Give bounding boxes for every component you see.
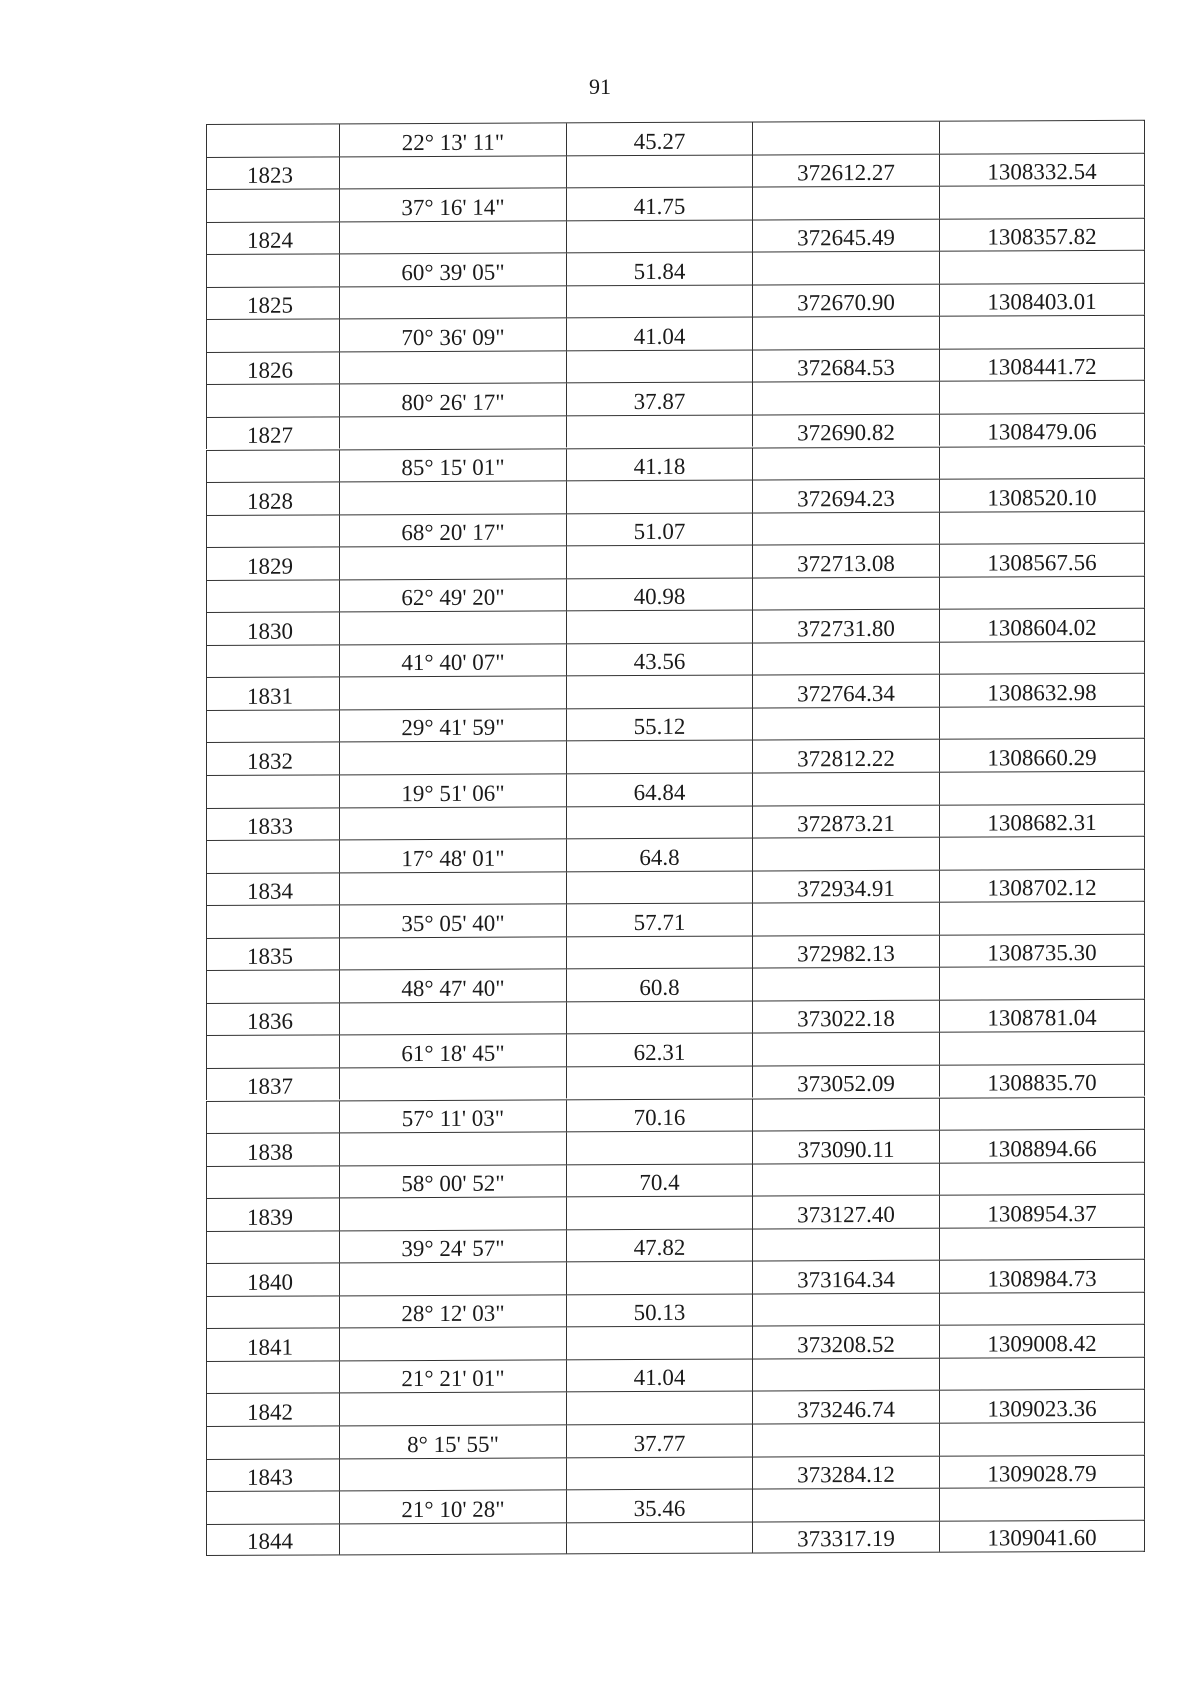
bearing-cell: 22° 13' 11" (339, 123, 566, 156)
leg-row (206, 641, 1145, 678)
easting-cell: 372645.49 (752, 219, 939, 251)
station-cell: 1833 (206, 808, 339, 840)
bearing-cell: 8° 15' 55" (339, 1425, 566, 1458)
distance-cell (566, 546, 752, 578)
northing-cell: 1308954.37 (939, 1195, 1145, 1227)
northing-cell: 1308835.70 (939, 1065, 1145, 1097)
distance-cell (566, 350, 752, 382)
easting-cell: 372812.22 (752, 740, 939, 772)
station-row (206, 152, 1145, 189)
bearing-cell: 57° 11' 03" (339, 1100, 566, 1133)
northing-cell: 1309028.79 (939, 1455, 1145, 1487)
station-cell: 1831 (206, 678, 339, 710)
northing-cell: 1308682.31 (939, 804, 1145, 836)
northing-cell: 1309023.36 (939, 1390, 1145, 1422)
northing-cell: 1308441.72 (939, 349, 1145, 381)
station-cell: 1830 (206, 613, 339, 645)
bearing-cell: 85° 15' 01" (339, 449, 566, 482)
easting-cell: 373127.40 (752, 1196, 939, 1228)
station-cell: 1828 (206, 482, 339, 514)
bearing-cell (339, 612, 566, 645)
leg-row (206, 706, 1145, 743)
station-cell: 1837 (206, 1068, 339, 1100)
northing-cell: 1308567.56 (939, 544, 1145, 576)
leg-row (206, 1226, 1145, 1263)
bearing-cell (339, 1263, 566, 1296)
page-number: 91 (589, 74, 611, 99)
easting-cell (752, 1228, 939, 1260)
distance-cell: 57.71 (566, 904, 752, 936)
station-cell: 1824 (206, 222, 339, 254)
station-row (206, 348, 1145, 385)
leg-row (206, 1031, 1145, 1068)
station-cell (206, 906, 339, 938)
distance-cell: 64.84 (566, 774, 752, 806)
northing-cell (939, 1162, 1145, 1194)
easting-cell (752, 512, 939, 544)
easting-cell (752, 1033, 939, 1065)
northing-cell: 1308520.10 (939, 479, 1145, 511)
distance-cell (566, 1522, 752, 1553)
station-row (206, 1454, 1145, 1491)
leg-row (206, 1357, 1145, 1394)
distance-cell (566, 481, 752, 513)
distance-cell (566, 1262, 752, 1294)
station-cell: 1839 (206, 1199, 339, 1231)
station-cell: 1841 (206, 1329, 339, 1361)
distance-cell (566, 155, 752, 187)
station-cell (206, 645, 339, 677)
northing-cell: 1308403.01 (939, 283, 1145, 315)
northing-cell (939, 967, 1145, 999)
station-row (206, 217, 1145, 254)
northing-cell (939, 1032, 1145, 1064)
station-cell (206, 189, 339, 221)
bearing-cell (339, 1523, 566, 1555)
easting-cell (752, 903, 939, 935)
easting-cell: 372982.13 (752, 935, 939, 967)
distance-cell (566, 1197, 752, 1229)
station-row (206, 868, 1145, 905)
leg-row (206, 1096, 1145, 1133)
bearing-cell: 68° 20' 17" (339, 514, 566, 547)
easting-cell: 372764.34 (752, 675, 939, 707)
northing-cell (939, 1293, 1145, 1325)
northing-cell (939, 1423, 1145, 1455)
easting-cell (752, 1489, 939, 1521)
northing-cell (939, 316, 1145, 348)
bearing-cell (339, 1198, 566, 1231)
bearing-cell (339, 221, 566, 254)
bearing-cell (339, 351, 566, 384)
station-cell (206, 1231, 339, 1263)
station-cell: 1826 (206, 352, 339, 384)
bearing-cell (339, 742, 566, 775)
bearing-cell (339, 807, 566, 840)
station-cell (206, 840, 339, 872)
bearing-cell: 61° 18' 45" (339, 1035, 566, 1068)
station-cell (206, 1166, 339, 1198)
easting-cell: 373052.09 (752, 1066, 939, 1098)
easting-cell (752, 968, 939, 1000)
easting-cell: 373208.52 (752, 1326, 939, 1358)
station-row (206, 1389, 1145, 1426)
distance-cell: 43.56 (566, 643, 752, 675)
easting-cell: 372731.80 (752, 610, 939, 642)
northing-cell (939, 772, 1145, 804)
distance-cell: 41.04 (566, 1359, 752, 1391)
easting-cell: 373317.19 (752, 1521, 939, 1552)
distance-cell: 70.4 (566, 1164, 752, 1196)
station-cell (206, 775, 339, 807)
station-cell: 1836 (206, 1003, 339, 1035)
station-row (206, 738, 1145, 775)
easting-cell: 373022.18 (752, 1001, 939, 1033)
distance-cell (566, 806, 752, 838)
northing-cell (939, 576, 1145, 608)
northing-cell: 1308632.98 (939, 674, 1145, 706)
distance-cell: 41.18 (566, 448, 752, 480)
bearing-cell (339, 481, 566, 514)
bearing-cell (339, 872, 566, 905)
easting-cell: 373164.34 (752, 1261, 939, 1293)
bearing-cell: 60° 39' 05" (339, 254, 566, 287)
distance-cell (566, 936, 752, 968)
station-cell: 1823 (206, 157, 339, 189)
station-cell (206, 515, 339, 547)
leg-row (206, 1161, 1145, 1198)
bearing-cell (339, 547, 566, 580)
distance-cell: 41.75 (566, 188, 752, 220)
easting-cell (752, 773, 939, 805)
station-row (206, 1129, 1145, 1166)
easting-cell: 372934.91 (752, 870, 939, 902)
bearing-cell: 28° 12' 03" (339, 1295, 566, 1328)
northing-cell (939, 1227, 1145, 1259)
northing-cell: 1308604.02 (939, 609, 1145, 641)
distance-cell (566, 1001, 752, 1033)
distance-cell (566, 611, 752, 643)
distance-cell: 51.07 (566, 513, 752, 545)
distance-cell: 55.12 (566, 708, 752, 740)
bearing-cell: 37° 16' 14" (339, 188, 566, 221)
easting-cell: 373284.12 (752, 1456, 939, 1488)
station-cell (206, 450, 339, 482)
leg-row (206, 445, 1145, 482)
northing-cell (939, 837, 1145, 869)
easting-cell (752, 382, 939, 414)
station-row (206, 803, 1145, 840)
easting-cell: 372670.90 (752, 284, 939, 316)
leg-row (206, 315, 1145, 352)
station-cell (206, 1426, 339, 1458)
northing-cell (939, 186, 1145, 218)
distance-cell: 70.16 (566, 1099, 752, 1131)
leg-row (206, 120, 1145, 157)
northing-cell: 1308479.06 (939, 414, 1145, 446)
northing-cell (939, 642, 1145, 674)
distance-cell: 47.82 (566, 1229, 752, 1261)
station-cell (206, 255, 339, 287)
bearing-cell (339, 1328, 566, 1361)
station-row (206, 282, 1145, 319)
station-cell (206, 1361, 339, 1393)
northing-cell (939, 902, 1145, 934)
distance-cell (566, 415, 752, 447)
bearing-cell: 41° 40' 07" (339, 644, 566, 677)
station-row (206, 1064, 1145, 1101)
station-row (206, 673, 1145, 710)
bearing-cell: 17° 48' 01" (339, 839, 566, 872)
station-row (206, 1519, 1145, 1556)
station-cell: 1825 (206, 287, 339, 319)
leg-row (206, 250, 1145, 287)
leg-row (206, 1487, 1145, 1524)
distance-cell (566, 285, 752, 317)
station-cell: 1835 (206, 938, 339, 970)
station-cell (206, 971, 339, 1003)
easting-cell: 372684.53 (752, 350, 939, 382)
distance-cell (566, 741, 752, 773)
easting-cell (752, 187, 939, 219)
station-cell: 1838 (206, 1133, 339, 1165)
distance-cell: 64.8 (566, 839, 752, 871)
easting-cell (752, 1163, 939, 1195)
station-cell (206, 1101, 339, 1133)
easting-cell (752, 838, 939, 870)
bearing-cell: 70° 36' 09" (339, 319, 566, 352)
northing-cell: 1308735.30 (939, 934, 1145, 966)
station-cell: 1832 (206, 743, 339, 775)
distance-cell (566, 1392, 752, 1424)
northing-cell (939, 121, 1145, 153)
northing-cell (939, 446, 1145, 478)
easting-cell (752, 1359, 939, 1391)
distance-cell: 37.87 (566, 383, 752, 415)
bearing-cell: 48° 47' 40" (339, 970, 566, 1003)
distance-cell (566, 1327, 752, 1359)
bearing-cell: 80° 26' 17" (339, 384, 566, 417)
bearing-cell (339, 1393, 566, 1426)
easting-cell (752, 122, 939, 154)
northing-cell (939, 1097, 1145, 1129)
northing-cell (939, 251, 1145, 283)
easting-cell: 372713.08 (752, 545, 939, 577)
bearing-cell (339, 416, 566, 449)
distance-cell: 51.84 (566, 253, 752, 285)
bearing-cell (339, 1132, 566, 1165)
northing-cell: 1308984.73 (939, 1260, 1145, 1292)
easting-cell (752, 317, 939, 349)
northing-cell: 1308357.82 (939, 218, 1145, 250)
distance-cell: 50.13 (566, 1294, 752, 1326)
station-row (206, 933, 1145, 970)
northing-cell: 1308894.66 (939, 1130, 1145, 1162)
bearing-cell: 21° 10' 28" (339, 1490, 566, 1523)
distance-cell: 45.27 (566, 123, 752, 155)
leg-row (206, 380, 1145, 417)
station-row (206, 1194, 1145, 1231)
station-row (206, 608, 1145, 645)
traverse-table (206, 120, 1145, 1556)
easting-cell: 373246.74 (752, 1391, 939, 1423)
easting-cell: 372690.82 (752, 415, 939, 447)
station-cell: 1829 (206, 548, 339, 580)
station-cell (206, 710, 339, 742)
northing-cell (939, 511, 1145, 543)
station-row (206, 999, 1145, 1036)
station-cell (206, 385, 339, 417)
easting-cell (752, 447, 939, 479)
northing-cell: 1309041.60 (939, 1520, 1145, 1551)
leg-row (206, 966, 1145, 1003)
easting-cell: 372612.27 (752, 154, 939, 186)
bearing-cell (339, 677, 566, 710)
station-cell (206, 124, 339, 156)
northing-cell (939, 1488, 1145, 1520)
distance-cell: 35.46 (566, 1490, 752, 1522)
leg-row (206, 575, 1145, 612)
northing-cell: 1308332.54 (939, 153, 1145, 185)
station-cell: 1840 (206, 1264, 339, 1296)
distance-cell (566, 1457, 752, 1489)
leg-row (206, 901, 1145, 938)
easting-cell (752, 1424, 939, 1456)
easting-cell: 373090.11 (752, 1131, 939, 1163)
easting-cell: 372694.23 (752, 480, 939, 512)
easting-cell (752, 252, 939, 284)
bearing-cell: 29° 41' 59" (339, 709, 566, 742)
station-cell: 1843 (206, 1459, 339, 1491)
station-row (206, 413, 1145, 450)
bearing-cell: 58° 00' 52" (339, 1165, 566, 1198)
station-row (206, 1324, 1145, 1361)
bearing-cell (339, 156, 566, 189)
easting-cell (752, 642, 939, 674)
bearing-cell: 62° 49' 20" (339, 579, 566, 612)
station-cell (206, 580, 339, 612)
station-cell (206, 320, 339, 352)
station-cell: 1842 (206, 1394, 339, 1426)
station-cell: 1844 (206, 1524, 339, 1555)
distance-cell (566, 1066, 752, 1098)
leg-row (206, 1292, 1145, 1329)
station-cell (206, 1296, 339, 1328)
bearing-cell: 35° 05' 40" (339, 905, 566, 938)
northing-cell (939, 381, 1145, 413)
station-cell (206, 1036, 339, 1068)
bearing-cell (339, 1002, 566, 1035)
station-row (206, 1259, 1145, 1296)
leg-row (206, 836, 1145, 873)
leg-row (206, 510, 1145, 547)
easting-cell (752, 1098, 939, 1130)
distance-cell: 40.98 (566, 578, 752, 610)
easting-cell: 372873.21 (752, 805, 939, 837)
northing-cell: 1308702.12 (939, 869, 1145, 901)
northing-cell: 1308660.29 (939, 739, 1145, 771)
easting-cell (752, 577, 939, 609)
bearing-cell (339, 937, 566, 970)
distance-cell (566, 676, 752, 708)
easting-cell (752, 1293, 939, 1325)
distance-cell (566, 871, 752, 903)
distance-cell: 62.31 (566, 1034, 752, 1066)
easting-cell (752, 708, 939, 740)
leg-row (206, 1422, 1145, 1459)
distance-cell (566, 1132, 752, 1164)
bearing-cell: 19° 51' 06" (339, 774, 566, 807)
distance-cell: 60.8 (566, 969, 752, 1001)
station-row (206, 543, 1145, 580)
northing-cell: 1309008.42 (939, 1325, 1145, 1357)
northing-cell: 1308781.04 (939, 1000, 1145, 1032)
station-cell: 1827 (206, 417, 339, 449)
bearing-cell: 21° 21' 01" (339, 1360, 566, 1393)
distance-cell: 37.77 (566, 1425, 752, 1457)
bearing-cell (339, 286, 566, 319)
station-cell: 1834 (206, 873, 339, 905)
distance-cell (566, 220, 752, 252)
station-cell (206, 1491, 339, 1523)
northing-cell (939, 707, 1145, 739)
bearing-cell (339, 1458, 566, 1491)
northing-cell (939, 1358, 1145, 1390)
leg-row (206, 185, 1145, 222)
bearing-cell (339, 1067, 566, 1100)
bearing-cell: 39° 24' 57" (339, 1230, 566, 1263)
leg-row (206, 771, 1145, 808)
distance-cell: 41.04 (566, 318, 752, 350)
station-row (206, 478, 1145, 515)
